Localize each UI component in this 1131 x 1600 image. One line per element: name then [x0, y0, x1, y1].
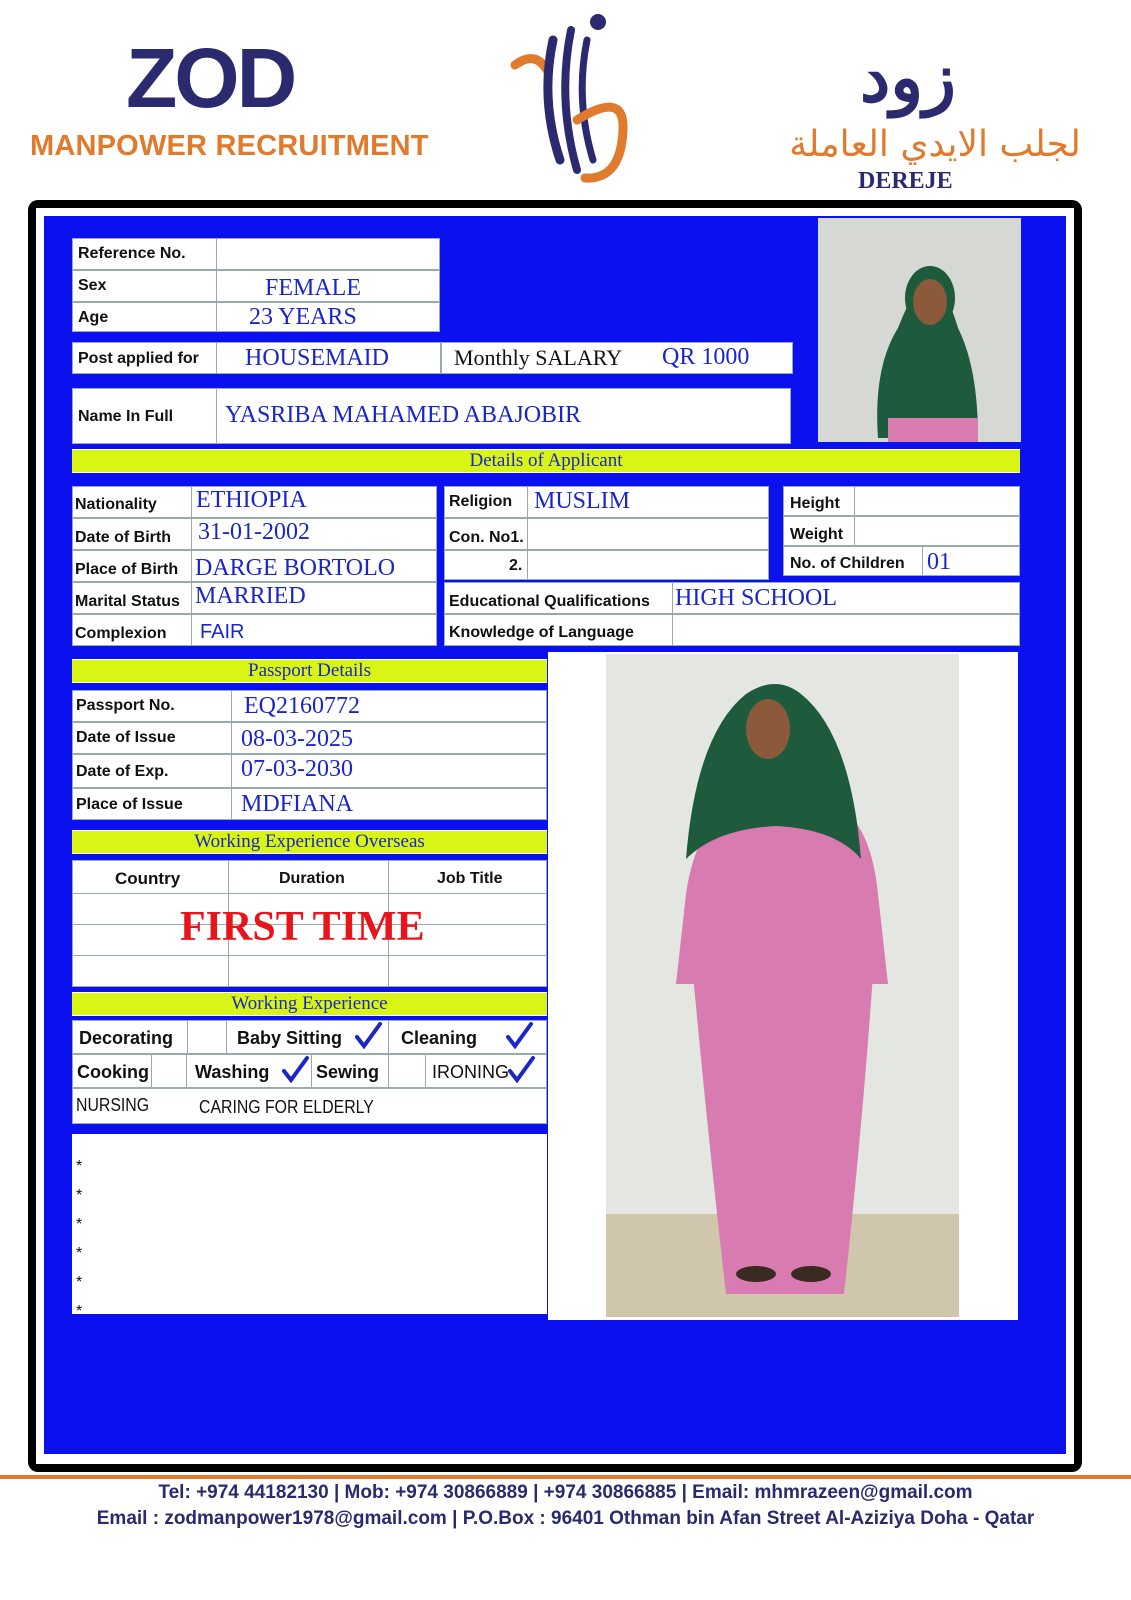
arabic-subtitle: لجلب الايدي العاملة — [789, 124, 1081, 165]
con2-value — [527, 550, 769, 580]
note-bullet: * — [76, 1274, 83, 1291]
nationality-label-cell — [72, 486, 192, 518]
skill-baby-sitting-label: Baby Sitting — [237, 1028, 343, 1048]
issue-date-value: 08-03-2025 — [241, 726, 353, 752]
weight-label-cell — [783, 516, 855, 546]
footer-contact-line-1: Tel: +974 44182130 | Mob: +974 30866889 | +974 30866885 | Email: mhmrazeen@gmail.com — [158, 1482, 973, 1503]
complexion-value-cell — [191, 614, 437, 646]
language-value — [672, 614, 1020, 646]
details-section-header: Details of Applicant — [72, 449, 1020, 473]
post-value: HOUSEMAID — [245, 345, 389, 371]
issue-place-label-cell — [72, 788, 232, 820]
language-label: Knowledge of Language — [449, 624, 634, 641]
language-label-cell — [444, 614, 673, 646]
marital-value: MARRIED — [195, 583, 306, 609]
skill-sewing-label: Sewing — [316, 1062, 380, 1082]
arabic-brand-logo: زود — [860, 38, 956, 118]
note-bullet: * — [76, 1245, 83, 1262]
sex-value: FEMALE — [265, 275, 361, 301]
portrait-photo — [818, 218, 1021, 442]
name-label-cell — [72, 388, 217, 444]
con2-label: 2. — [509, 557, 523, 574]
marital-label-cell — [72, 582, 192, 614]
age-label-cell — [72, 302, 217, 332]
skill-cooking-check — [151, 1054, 187, 1088]
portrait-figure — [818, 218, 1021, 442]
con1-label: Con. No1. — [449, 529, 524, 546]
note-bullet: * — [76, 1303, 83, 1320]
nationality-label: Nationality — [75, 496, 157, 513]
branch-name: DEREJE — [858, 168, 953, 194]
passport-no-value-cell — [231, 690, 547, 722]
brand-subtitle: MANPOWER RECRUITMENT — [30, 130, 429, 162]
salary-value: QR 1000 — [662, 344, 750, 370]
washing-check-icon — [280, 1055, 310, 1085]
name-value-cell — [216, 388, 791, 444]
height-value — [854, 486, 1020, 516]
height-label-cell — [783, 486, 855, 516]
exp-date-label: Date of Exp. — [76, 763, 169, 780]
skill-ironing-label: IRONING — [432, 1062, 510, 1082]
duration-header-cell — [228, 860, 389, 894]
experience-section-header: Working Experience — [72, 992, 547, 1016]
post-label-cell — [72, 342, 217, 374]
nationality-value-cell — [191, 486, 437, 518]
cleaning-check-icon — [504, 1021, 534, 1051]
pob-label: Place of Birth — [75, 561, 179, 578]
skill-decorating-check — [187, 1020, 227, 1054]
skill-elderly-label: CARING FOR ELDERLY — [199, 1097, 374, 1117]
baby-sitting-check-icon — [353, 1021, 383, 1051]
footer-divider — [0, 1475, 1131, 1479]
overseas-cell — [228, 955, 389, 987]
con1-value — [527, 518, 769, 550]
children-value: 01 — [927, 549, 951, 575]
reference-value — [216, 238, 440, 270]
brand-emblem-icon — [505, 10, 635, 190]
age-value: 23 YEARS — [249, 304, 357, 330]
duration-header: Duration — [279, 870, 345, 887]
overseas-cell — [72, 955, 229, 987]
ironing-check-icon — [506, 1055, 536, 1085]
post-value-cell — [216, 342, 441, 374]
reference-label-cell — [72, 238, 217, 270]
height-label: Height — [790, 495, 840, 512]
complexion-label-cell — [72, 614, 192, 646]
passport-section-header: Passport Details — [72, 659, 547, 683]
con1-label-cell — [444, 518, 528, 550]
post-label: Post applied for — [78, 350, 199, 367]
religion-value: MUSLIM — [534, 488, 631, 514]
pob-value-cell — [191, 550, 437, 582]
sex-label: Sex — [78, 277, 107, 294]
complexion-label: Complexion — [75, 625, 167, 642]
skill-extra-row — [72, 1088, 547, 1124]
con2-label-cell — [444, 550, 528, 580]
issue-date-label-cell — [72, 722, 232, 754]
note-bullet: * — [76, 1187, 83, 1204]
children-value-cell — [922, 546, 1020, 576]
exp-date-value-cell — [231, 754, 547, 788]
weight-label: Weight — [790, 526, 844, 543]
overseas-cell — [388, 955, 547, 987]
skill-decorating-label: Decorating — [79, 1028, 174, 1048]
country-header: Country — [115, 869, 181, 888]
reference-label: Reference No. — [78, 245, 186, 262]
skill-cooking-label: Cooking — [77, 1062, 149, 1082]
education-value-cell — [672, 582, 1020, 614]
education-label: Educational Qualifications — [449, 593, 650, 610]
marital-value-cell — [191, 582, 437, 614]
passport-no-label: Passport No. — [76, 697, 175, 714]
country-header-cell — [72, 860, 229, 894]
religion-label-cell — [444, 486, 528, 518]
sex-label-cell — [72, 270, 217, 302]
religion-label: Religion — [449, 493, 513, 510]
age-label: Age — [78, 309, 109, 326]
children-label: No. of Children — [790, 555, 905, 572]
issue-date-value-cell — [231, 722, 547, 754]
sex-value-cell — [216, 270, 440, 302]
skill-washing-label: Washing — [195, 1062, 270, 1082]
exp-date-label-cell — [72, 754, 232, 788]
religion-value-cell — [527, 486, 769, 518]
issue-place-value: MDFIANA — [241, 791, 354, 817]
skill-sewing — [311, 1054, 389, 1088]
pob-label-cell — [72, 550, 192, 582]
dob-value-cell — [191, 518, 437, 550]
brand-logo-text: ZOD — [126, 31, 295, 125]
education-value: HIGH SCHOOL — [675, 585, 837, 611]
education-label-cell — [444, 582, 673, 614]
skill-nursing-label: NURSING — [76, 1095, 150, 1115]
name-value: YASRIBA MAHAMED ABAJOBIR — [225, 402, 582, 428]
age-value-cell — [216, 302, 440, 332]
issue-place-value-cell — [231, 788, 547, 820]
full-length-photo — [606, 654, 959, 1317]
full-length-figure — [606, 654, 959, 1317]
notes-bullet-list — [76, 1152, 82, 1326]
children-label-cell — [783, 546, 923, 576]
dob-label-cell — [72, 518, 192, 550]
complexion-value: FAIR — [200, 621, 245, 643]
issue-place-label: Place of Issue — [76, 796, 183, 813]
skill-decorating — [72, 1020, 188, 1054]
skill-cleaning-label: Cleaning — [401, 1028, 478, 1048]
exp-date-value: 07-03-2030 — [241, 756, 353, 782]
note-bullet: * — [76, 1216, 83, 1233]
dob-value: 31-01-2002 — [198, 519, 310, 545]
name-label: Name In Full — [78, 408, 174, 425]
pob-value: DARGE BORTOLO — [195, 555, 396, 581]
nationality-value: ETHIOPIA — [196, 487, 307, 513]
weight-value — [854, 516, 1020, 546]
passport-no-value: EQ2160772 — [244, 693, 360, 719]
overseas-section-header: Working Experience Overseas — [72, 830, 547, 854]
skill-sewing-check — [388, 1054, 426, 1088]
marital-label: Marital Status — [75, 593, 180, 610]
footer-contact-line-2: Email : zodmanpower1978@gmail.com | P.O.Box : 96401 Othman bin Afan Street Al-Aziziya Doha - Qatar — [96, 1508, 1035, 1529]
first-time-stamp: FIRST TIME — [180, 904, 425, 950]
skill-cooking — [72, 1054, 152, 1088]
salary-label: Monthly SALARY — [454, 345, 623, 370]
salary-cell — [441, 342, 793, 374]
notes-box — [72, 1134, 547, 1320]
dob-label: Date of Birth — [75, 529, 171, 546]
job-title-header: Job Title — [437, 870, 503, 887]
note-bullet: * — [76, 1158, 83, 1175]
issue-date-label: Date of Issue — [76, 729, 176, 746]
job-title-header-cell — [388, 860, 547, 894]
passport-no-label-cell — [72, 690, 232, 722]
